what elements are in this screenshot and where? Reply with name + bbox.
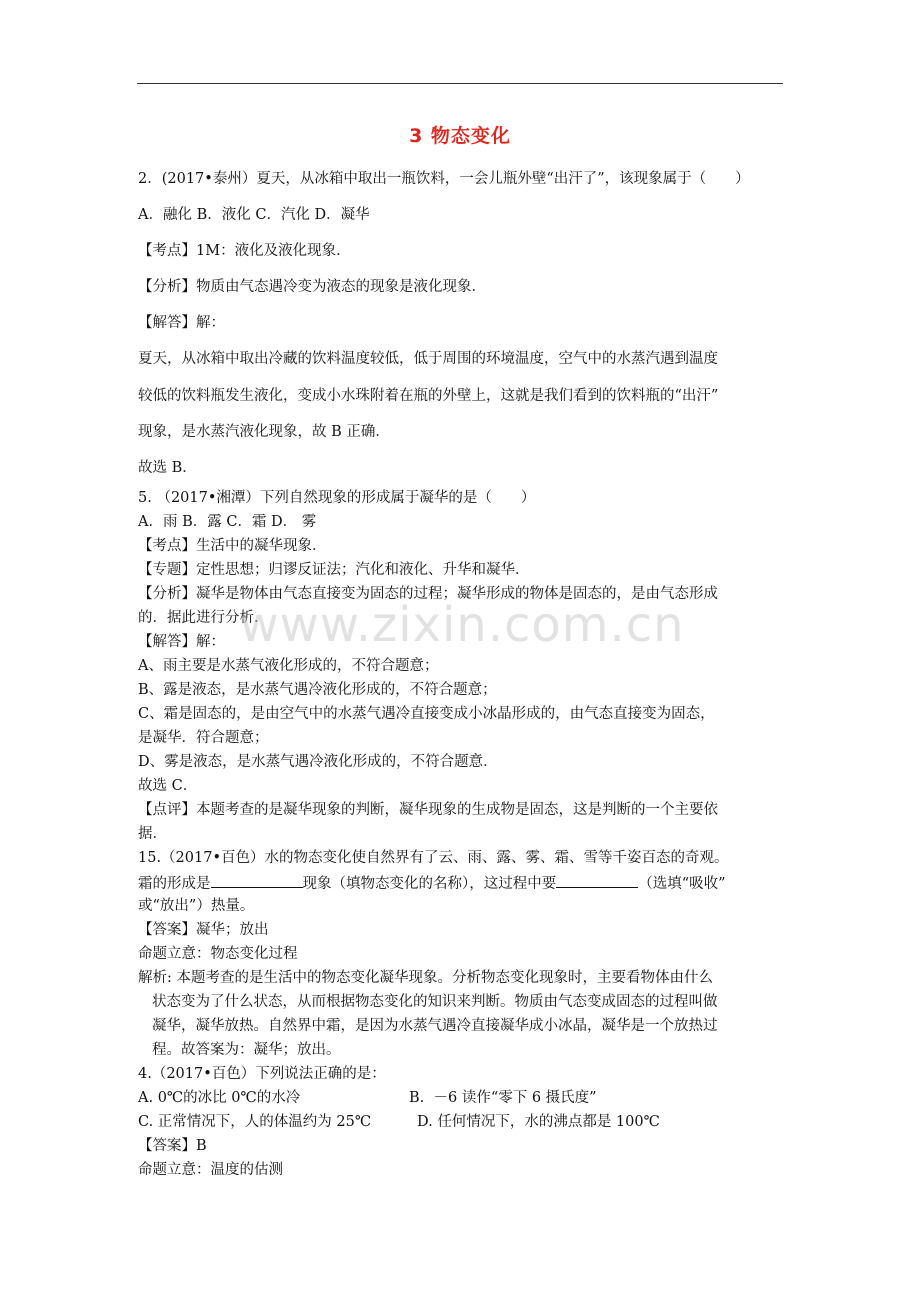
q5-option-c-explain: 是凝华．符合题意；	[138, 730, 269, 746]
q15-stem: 或“放出”）热量。	[138, 898, 255, 914]
q5-option-d-explain: D、雾是液态，是水蒸气遇冷液化形成的，不符合题意．	[138, 754, 498, 770]
q5-zhuanti: 【专题】定性思想；归谬反证法；汽化和液化、升华和凝华．	[138, 562, 530, 578]
q5-options: A．雨 B．露 C．霜 D． 雾	[138, 514, 317, 530]
q2-body-line: 夏天，从冰箱中取出冷藏的饮料温度较低，低于周围的环境温度，空气中的水蒸汽遇到温度	[138, 351, 718, 367]
q4-option-a: A. 0℃的冰比 0℃的水冷	[138, 1090, 301, 1106]
q15-stem-part: （选填“吸收”	[638, 876, 726, 892]
q2-jieda: 【解答】解：	[138, 315, 225, 331]
q15-stem: 15.（2017•百色）水的物态变化使自然界有了云、雨、露、雾、霜、雪等千姿百态的奇观。	[138, 850, 729, 866]
q5-stem: 5. （2017•湘潭）下列自然现象的形成属于凝华的是（ ）	[138, 490, 536, 506]
q15-jiexi: 状态变为了什么状态，从而根据物态变化的知识来判断。物质由气态变成固态的过程叫做	[152, 994, 718, 1010]
q15-jiexi: 程。故答案为：凝华；放出。	[152, 1042, 341, 1058]
watermark: www.zixin.com.cn	[239, 597, 685, 653]
q2-fenxi: 【分析】物质由气态遇冷变为液态的现象是液化现象．	[138, 279, 486, 295]
q2-kaodian: 【考点】1M：液化及液化现象．	[138, 243, 351, 259]
q5-guxuan: 故选 C．	[138, 778, 198, 794]
q2-options: A．融化 B．液化 C．汽化 D．凝华	[138, 207, 370, 223]
q15-liyi: 命题立意：物态变化过程	[138, 946, 298, 962]
fill-blank	[211, 873, 303, 888]
q15-answer: 【答案】凝华；放出	[138, 922, 269, 938]
q2-guxuan: 故选 B．	[138, 460, 197, 476]
q4-option-b: B. －6 读作“零下 6 摄氏度”	[409, 1090, 597, 1106]
q2-body-line: 现象，是水蒸汽液化现象，故 B 正确．	[138, 424, 390, 440]
q5-fenxi: 【分析】凝华是物体由气态直接变为固态的过程；凝华形成的物体是固态的，是由气态形成	[138, 586, 718, 602]
header-rule	[137, 83, 783, 84]
q2-stem: 2．(2017•泰州）夏天，从冰箱中取出一瓶饮料，一会儿瓶外壁“出汗了”，该现象属于（ ）	[138, 171, 750, 187]
q15-jiexi: 解析: 本题考查的是生活中的物态变化凝华现象。分析物态变化现象时，主要看物体由什么	[138, 970, 713, 986]
q5-kaodian: 【考点】生活中的凝华现象．	[138, 538, 327, 554]
fill-blank	[556, 873, 638, 888]
q4-option-d: D. 任何情况下，水的沸点都是 100℃	[417, 1114, 660, 1130]
q5-option-c-explain: C、霜是固态的，是由空气中的水蒸气遇冷直接变成小冰晶形成的，由气态直接变为固态，	[138, 706, 715, 722]
q5-dianping: 据．	[138, 826, 167, 842]
q15-stem-blanks	[138, 873, 726, 893]
q4-answer: 【答案】B	[138, 1138, 207, 1154]
q15-jiexi: 凝华，凝华放热。自然界中霜，是因为水蒸气遇冷直接凝华成小冰晶，凝华是一个放热过	[152, 1018, 718, 1034]
q5-jieda: 【解答】解：	[138, 634, 225, 650]
q2-body-line: 较低的饮料瓶发生液化，变成小水珠附着在瓶的外壁上，这就是我们看到的饮料瓶的“出汗”	[138, 388, 719, 404]
q5-fenxi: 的．据此进行分析．	[138, 610, 269, 626]
q4-stem: 4.（2017•百色）下列说法正确的是：	[138, 1066, 386, 1082]
q15-stem-part: 现象（填物态变化的名称），这过程中要	[302, 876, 557, 892]
q5-dianping: 【点评】本题考查的是凝华现象的判断，凝华现象的生成物是固态，这是判断的一个主要依	[138, 802, 718, 818]
q15-stem-part: 霜的形成是	[138, 876, 211, 892]
q5-option-b-explain: B、露是液态，是水蒸气遇冷液化形成的，不符合题意；	[138, 682, 497, 698]
page-title: 3 物态变化	[409, 125, 511, 147]
q4-liyi: 命题立意：温度的估测	[138, 1162, 283, 1178]
q5-option-a-explain: A、雨主要是水蒸气液化形成的，不符合题意；	[138, 658, 439, 674]
q4-option-c: C. 正常情况下，人的体温约为 25℃	[138, 1114, 372, 1130]
